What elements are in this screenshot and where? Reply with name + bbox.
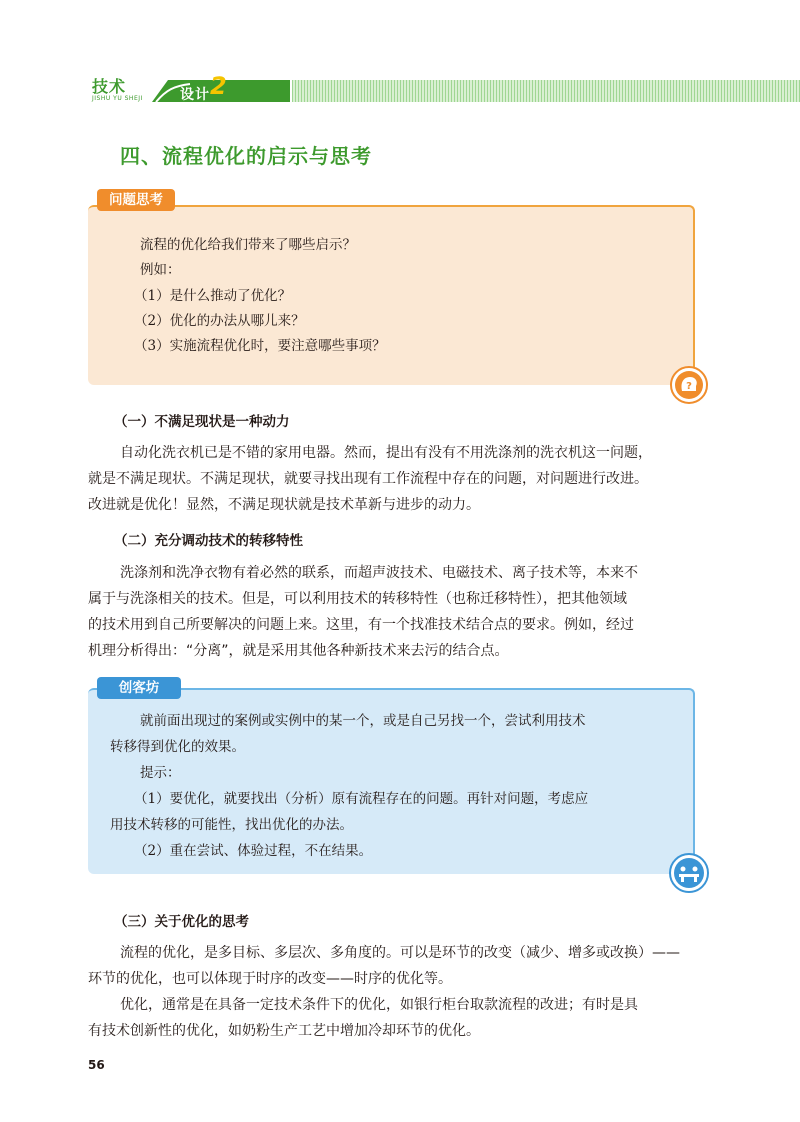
sub1-line-2: 就是不满足现状。不满足现状，就要寻找出现有工作流程中存在的问题，对问题进行改进。	[88, 471, 648, 487]
sub2-line-2: 属于与洗涤相关的技术。但是，可以利用技术的转移特性（也称迁移特性），把其他领域	[88, 591, 627, 607]
question-box-tab: 问题思考	[97, 189, 175, 211]
sub1-line-3: 改进就是优化！显然，不满足现状就是技术革新与进步的动力。	[88, 497, 480, 513]
creative-line-2: 转移得到优化的效果。	[110, 739, 245, 755]
question-line-4: （2）优化的办法从哪儿来？	[134, 313, 305, 329]
header-tech-sub: JISHU YU SHEJI	[92, 95, 143, 102]
section-title: 四、流程优化的启示与思考	[120, 144, 372, 168]
subsection-2-title: （二）充分调动技术的转移特性	[114, 533, 303, 549]
creative-line-6: （2）重在尝试、体验过程，不在结果。	[134, 843, 373, 859]
question-line-3: （1）是什么推动了优化？	[134, 288, 292, 304]
sub1-line-1: 自动化洗衣机已是不错的家用电器。然而，提出有没有不用洗涤剂的洗衣机这一问题，	[120, 445, 652, 461]
thinking-head-icon	[670, 366, 708, 404]
header-tech-label: 技术	[92, 77, 127, 96]
creative-line-1: 就前面出现过的案例或实例中的某一个，或是自己另找一个，尝试利用技术	[140, 713, 586, 729]
question-line-2: 例如：	[140, 262, 181, 278]
sub3-line-1: 流程的优化，是多目标、多层次、多角度的。可以是环节的改变（减少、增多或改换）——	[120, 945, 680, 961]
subsection-3-title: （三）关于优化的思考	[114, 914, 249, 930]
workshop-icon	[669, 853, 709, 893]
question-line-5: （3）实施流程优化时，要注意哪些事项？	[134, 338, 386, 354]
creative-line-4: （1）要优化，就要找出（分析）原有流程存在的问题。再针对问题，考虑应	[134, 791, 589, 807]
creative-box-tab: 创客坊	[97, 677, 181, 699]
sub2-line-1: 洗涤剂和洗净衣物有着必然的联系，而超声波技术、电磁技术、离子技术等，本来不	[120, 565, 638, 581]
header-design-label: 设计	[180, 87, 210, 103]
question-line-1: 流程的优化给我们带来了哪些启示？	[140, 237, 356, 253]
sub3-line-2: 环节的优化，也可以体现于时序的改变——时序的优化等。	[88, 971, 452, 987]
creative-line-3: 提示：	[140, 765, 181, 781]
header-rule	[292, 80, 800, 102]
sub3-line-3: 优化，通常是在具备一定技术条件下的优化，如银行柜台取款流程的改进；有时是具	[120, 997, 638, 1013]
page-number: 56	[88, 1058, 105, 1072]
sub2-line-3: 的技术用到自己所要解决的问题上来。这里，有一个找准技术结合点的要求。例如，经过	[88, 617, 634, 633]
svg-text:?: ?	[686, 381, 692, 392]
subsection-1-title: （一）不满足现状是一种动力	[114, 414, 290, 430]
creative-line-5: 用技术转移的可能性，找出优化的办法。	[110, 817, 353, 833]
sub2-line-4: 机理分析得出：“分离”，就是采用其他各种新技术来去污的结合点。	[88, 643, 509, 659]
page-header	[88, 74, 800, 108]
sub3-line-4: 有技术创新性的优化，如奶粉生产工艺中增加冷却环节的优化。	[88, 1023, 480, 1039]
header-volume-number: 2	[210, 72, 227, 100]
